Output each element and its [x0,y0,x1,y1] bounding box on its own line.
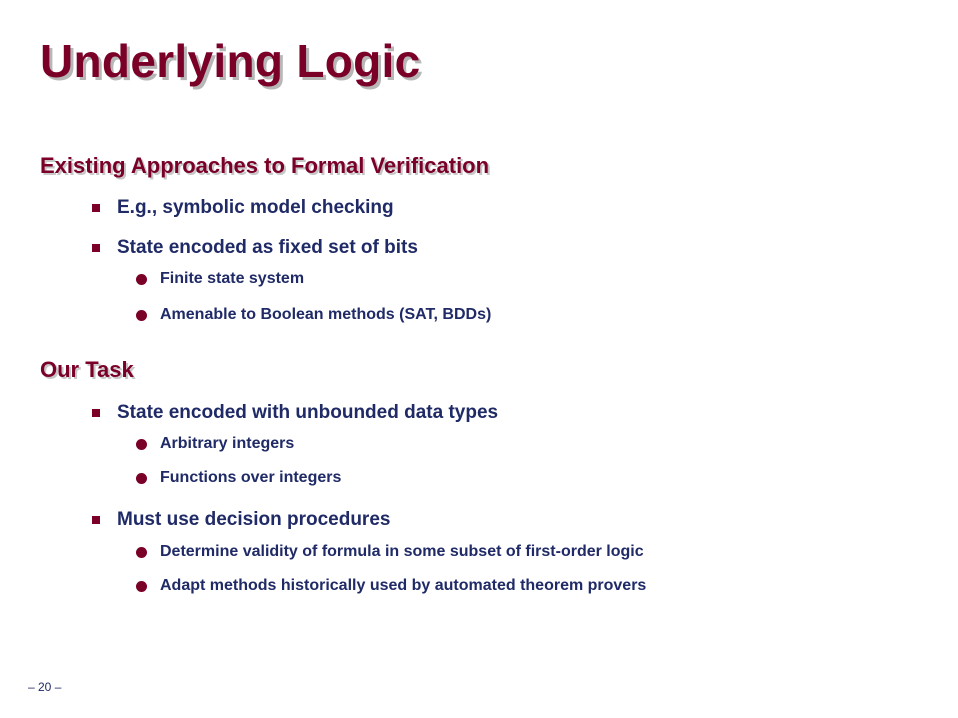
subbullet-text: Functions over integers [160,469,342,486]
subbullet-determine-validity [136,543,644,561]
bullet-symbolic-model-checking [92,197,394,219]
subbullet-text: Adapt methods historically used by automated theorem provers [160,577,647,594]
subbullet-functions-over-integers [136,469,341,487]
bullet-unbounded-data-types [92,402,498,424]
page-number: – 20 – [28,680,62,694]
bullet-fixed-bits [92,237,418,259]
square-bullet-icon [92,244,100,252]
square-bullet-icon [92,516,100,524]
bullet-text: E.g., symbolic model checking [117,197,394,218]
round-bullet-icon [136,274,147,285]
subbullet-text: Amenable to Boolean methods (SAT, BDDs) [160,306,492,323]
section-heading-existing-approaches: Existing Approaches to Formal Verification [40,153,490,178]
bullet-text: State encoded as fixed set of bits [117,237,418,258]
round-bullet-icon [136,310,147,321]
round-bullet-icon [136,581,147,592]
square-bullet-icon [92,409,100,417]
subbullet-boolean-methods [136,306,491,324]
round-bullet-icon [136,439,147,450]
bullet-text: Must use decision procedures [117,509,391,530]
round-bullet-icon [136,473,147,484]
subbullet-adapt-methods [136,577,646,595]
subbullet-arbitrary-integers [136,435,294,453]
square-bullet-icon [92,204,100,212]
subbullet-finite-state-system [136,270,304,288]
bullet-decision-procedures [92,509,390,531]
subbullet-text: Finite state system [160,270,305,287]
subbullet-text: Determine validity of formula in some subset of first-order logic [160,543,644,560]
bullet-text: State encoded with unbounded data types [117,402,499,423]
round-bullet-icon [136,547,147,558]
section-heading-our-task: Our Task [40,357,134,382]
subbullet-text: Arbitrary integers [160,435,295,452]
slide-title: Underlying Logic [40,35,421,87]
